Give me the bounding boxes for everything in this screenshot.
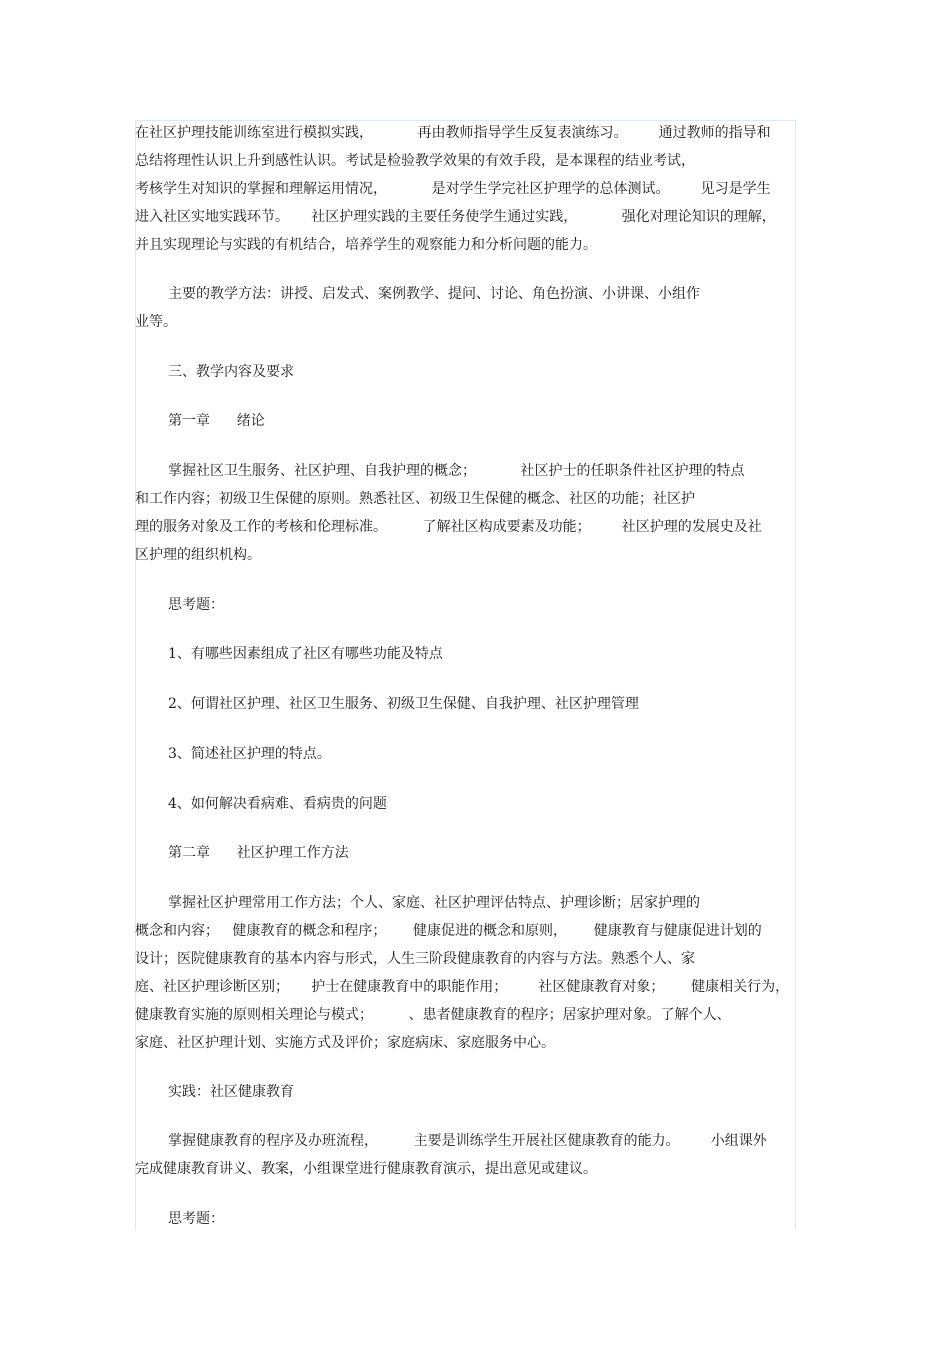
text-line: 理的服务对象及工作的考核和伦理标准。 了解社区构成要素及功能； 社区护理的发展史及社 [135,519,762,535]
text-line: 4、如何解决看病难、看病贵的问题 [168,796,387,812]
text-line: 健康教育实施的原则相关理论与模式； 、患者健康教育的程序；居家护理对象。了解个人、 [135,1007,731,1023]
text-line: 区护理的组织机构。 [135,547,261,563]
text-line: 掌握社区卫生服务、社区护理、自我护理的概念； 社区护士的任职条件社区护理的特点 [168,463,745,479]
text-line: 考核学生对知识的掌握和理解运用情况， 是对学生学完社区护理学的总体测试。 见习是学生 [135,181,771,197]
text-line: 三、教学内容及要求 [168,364,294,380]
text-line: 并且实现理论与实践的有机结合，培养学生的观察能力和分析问题的能力。 [135,237,597,253]
text-line: 在社区护理技能训练室进行模拟实践， 再由教师指导学生反复表演练习。 通过教师的指导和 [135,125,771,141]
text-line: 设计；医院健康教育的基本内容与形式，人生三阶段健康教育的内容与方法。熟悉个人、家 [135,951,695,967]
text-line: 家庭、社区护理计划、实施方式及评价；家庭病床、家庭服务中心。 [135,1035,555,1051]
text-line: 掌握社区护理常用工作方法；个人、家庭、社区护理评估特点、护理诊断；居家护理的 [168,895,700,911]
text-line: 概念和内容； 健康教育的概念和程序； 健康促进的概念和原则， 健康教育与健康促进计划的 [135,923,762,939]
text-line: 总结将理性认识上升到感性认识。考试是检验教学效果的有效手段，是本课程的结业考试， [135,153,695,169]
text-line: 思考题： [168,1211,224,1227]
text-line: 思考题： [168,597,224,613]
text-line: 2、何谓社区护理、社区卫生服务、初级卫生保健、自我护理、社区护理管理 [168,696,639,712]
text-line: 第一章 绪论 [168,413,265,429]
text-line: 主要的教学方法：讲授、启发式、案例教学、提问、讨论、角色扮演、小讲课、小组作 [168,286,700,302]
text-line: 和工作内容；初级卫生保健的原则。熟悉社区、初级卫生保健的概念、社区的功能；社区护 [135,491,695,507]
text-line: 3、简述社区护理的特点。 [168,746,331,762]
text-line: 庭、社区护理诊断区别； 护士在健康教育中的职能作用； 社区健康教育对象； 健康相关行为， [135,979,790,995]
text-line: 实践：社区健康教育 [168,1084,294,1100]
text-line: 1、有哪些因素组成了社区有哪些功能及特点 [168,646,443,662]
text-line: 业等。 [135,314,177,330]
text-line: 进入社区实地实践环节。 社区护理实践的主要任务使学生通过实践， 强化对理论知识的理解， [135,209,776,225]
text-line: 第二章 社区护理工作方法 [168,845,349,861]
text-line: 完成健康教育讲义、教案，小组课堂进行健康教育演示，提出意见或建议。 [135,1161,597,1177]
text-line: 掌握健康教育的程序及办班流程， 主要是训练学生开展社区健康教育的能力。 小组课外 [168,1133,767,1149]
